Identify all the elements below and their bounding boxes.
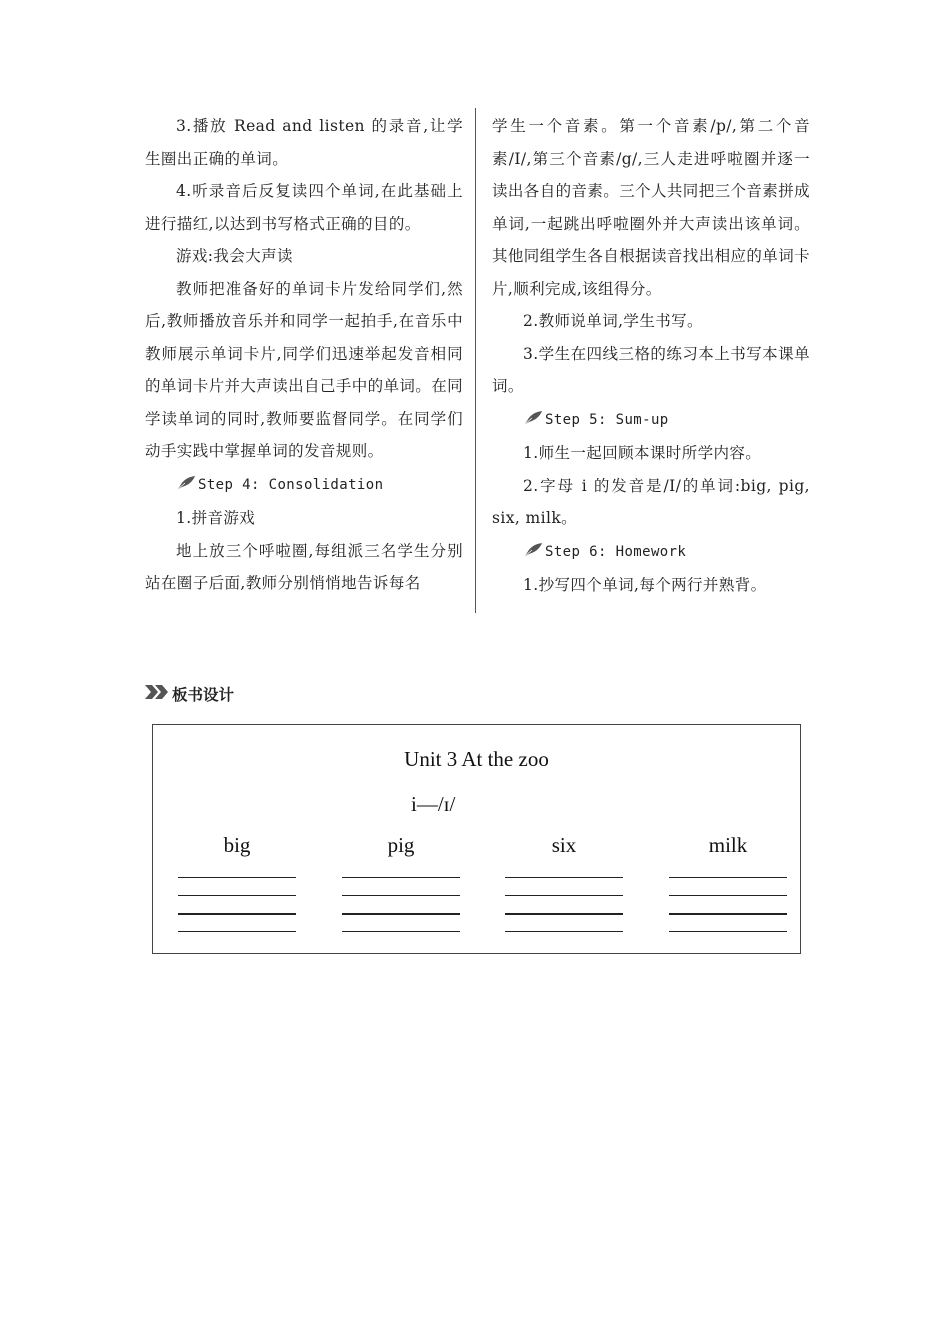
step-heading	[145, 468, 463, 503]
word: pig	[387, 833, 415, 857]
word: big	[223, 833, 251, 857]
four-line-grid	[342, 865, 460, 935]
paragraph: 2.字母 i 的发音是/I/的单词:big, pig, six, milk。	[492, 476, 810, 527]
paragraph: 4.听录音后反复读四个单词,在此基础上进行描红,以达到书写格式正确的目的。	[145, 182, 463, 233]
board-title: Unit 3 At the zoo	[404, 747, 549, 771]
word-block	[178, 833, 296, 935]
blackboard-design	[152, 724, 801, 954]
word-block	[342, 833, 460, 935]
section-header	[145, 683, 234, 705]
column-divider	[475, 108, 476, 613]
paragraph: 3.播放 Read and listen 的录音,让学生圈出正确的单词。	[145, 117, 463, 168]
paragraph: 1.拼音游戏	[176, 509, 256, 527]
word-block	[669, 833, 787, 935]
quill-icon	[176, 470, 196, 503]
step-6-label: Step 6: Homework	[545, 543, 687, 560]
paragraph: 地上放三个呼啦圈,每组派三名学生分别站在圈子后面,教师分别悄悄地告诉每名	[145, 541, 463, 592]
left-column	[145, 110, 463, 600]
paragraph: 3.学生在四线三格的练习本上书写本课单词。	[492, 344, 810, 395]
paragraph: 1.师生一起回顾本课时所学内容。	[523, 444, 762, 462]
four-line-grid	[178, 865, 296, 935]
step-heading	[492, 403, 810, 438]
step-heading	[492, 535, 810, 570]
board-phoneme: i—/ɪ/	[411, 792, 456, 816]
quill-icon	[523, 537, 543, 570]
right-column	[492, 110, 810, 602]
paragraph: 学生一个音素。第一个音素/p/,第二个音素/I/,第三个音素/g/,三人走进呼啦圈并逐一读出各自的音素。三个人共同把三个音素拼成单词,一起跳出呼啦圈外并大声读出该单词。其他同组学生各自根据读音找出相应的单词卡片,顺利完成,该组得分。	[492, 117, 811, 298]
word: six	[551, 833, 577, 857]
double-chevron-icon	[145, 685, 172, 703]
step-5-label: Step 5: Sum-up	[545, 411, 669, 428]
four-line-grid	[505, 865, 623, 935]
quill-icon	[523, 405, 543, 438]
word-block	[505, 833, 623, 935]
paragraph: 教师把准备好的单词卡片发给同学们,然后,教师播放音乐并和同学一起拍手,在音乐中教师展示单词卡片,同学们迅速举起发音相同的单词卡片并大声读出自己手中的单词。在同学读单词的同时,教师要监督同学。在同学们动手实践中掌握单词的发音规则。	[145, 279, 464, 460]
four-line-grid	[669, 865, 787, 935]
section-title: 板书设计	[172, 686, 235, 704]
paragraph: 1.抄写四个单词,每个两行并熟背。	[523, 576, 767, 594]
game-title: 游戏:我会大声读	[176, 247, 293, 265]
paragraph: 2.教师说单词,学生书写。	[523, 312, 703, 330]
step-4-label: Step 4: Consolidation	[198, 476, 384, 493]
word: milk	[708, 833, 748, 857]
